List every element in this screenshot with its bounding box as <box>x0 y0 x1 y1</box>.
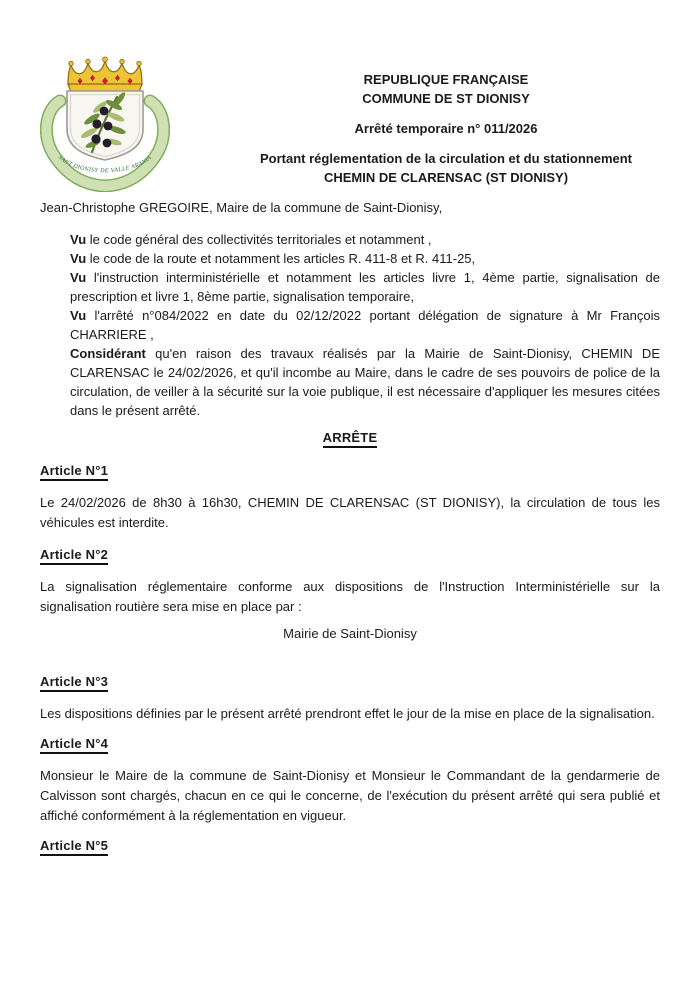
logo-motto: SANT DIONISY DE VALLE ARANIA <box>56 154 154 175</box>
recitals-block <box>70 230 660 420</box>
arrete-number: Arrêté temporaire n° 011/2026 <box>354 121 538 136</box>
document-body <box>0 198 700 856</box>
commune-logo <box>40 55 170 192</box>
document-header <box>0 0 700 192</box>
article-2-heading: Article N°2 <box>40 545 660 565</box>
commune-line: COMMUNE DE ST DIONISY <box>362 91 530 106</box>
recital-vu-4: Vu l'arrêté n°084/2022 en date du 02/12/2022 portant délégation de signature à Mr François CHARRIERE , <box>70 308 660 342</box>
header-title-block <box>232 55 660 192</box>
article-2-centered-line: Mairie de Saint-Dionisy <box>283 626 417 641</box>
recital-vu-2: Vu le code de la route et notamment les articles R. 411-8 et R. 411-25, <box>70 251 476 266</box>
subject-line-2: CHEMIN DE CLARENSAC (ST DIONISY) <box>323 170 569 185</box>
article-5-heading: Article N°5 <box>40 836 660 856</box>
crown-icon <box>68 57 142 92</box>
republic-line: REPUBLIQUE FRANÇAISE <box>363 72 529 87</box>
article-1-heading: Article N°1 <box>40 461 660 481</box>
recital-considerant: Considérant qu'en raison des travaux réalisés par la Mairie de Saint-Dionisy, CHEMIN DE CLARENSAC le 24/02/2026, et qu'il incombe au Maire, dans le cadre de ses pouvoirs de police de la circulation, de veiller à la sécurité sur la voie publique, il est nécessaire d'appliquer les mesures citées dans le présent arrêté. <box>70 346 660 418</box>
decree-title: ARRÊTE <box>40 428 660 448</box>
recital-vu-1: Vu le code général des collectivités territoriales et notamment , <box>70 232 432 247</box>
article-4-heading: Article N°4 <box>40 734 660 754</box>
subject-line-1: Portant réglementation de la circulation et du stationnement <box>260 151 632 166</box>
article-2-text: La signalisation réglementaire conforme aux dispositions de l'Instruction Interministérielle sur la signalisation routière sera mise en place par : <box>40 579 660 614</box>
mayor-line: Jean-Christophe GREGOIRE, Maire de la commune de Saint-Dionisy, <box>40 200 443 215</box>
recital-vu-3: Vu l'instruction interministérielle et notamment les articles livre 1, 4ème partie, signalisation de prescription et livre 1, 8ème partie, signalisation temporaire, <box>70 270 660 304</box>
article-1-text: Le 24/02/2026 de 8h30 à 16h30, CHEMIN DE CLARENSAC (ST DIONISY), la circulation de tous les véhicules est interdite. <box>40 495 660 530</box>
article-3-heading: Article N°3 <box>40 672 660 692</box>
article-3-text: Les dispositions définies par le présent arrêté prendront effet le jour de la mise en place de la signalisation. <box>40 706 655 721</box>
article-4-text: Monsieur le Maire de la commune de Saint-Dionisy et Monsieur le Commandant de la gendarmerie de Calvisson sont chargés, chacun en ce qui le concerne, de l'exécution du présent arrêté qui sera publié et affiché conformément à la réglementation en vigueur. <box>40 768 660 823</box>
